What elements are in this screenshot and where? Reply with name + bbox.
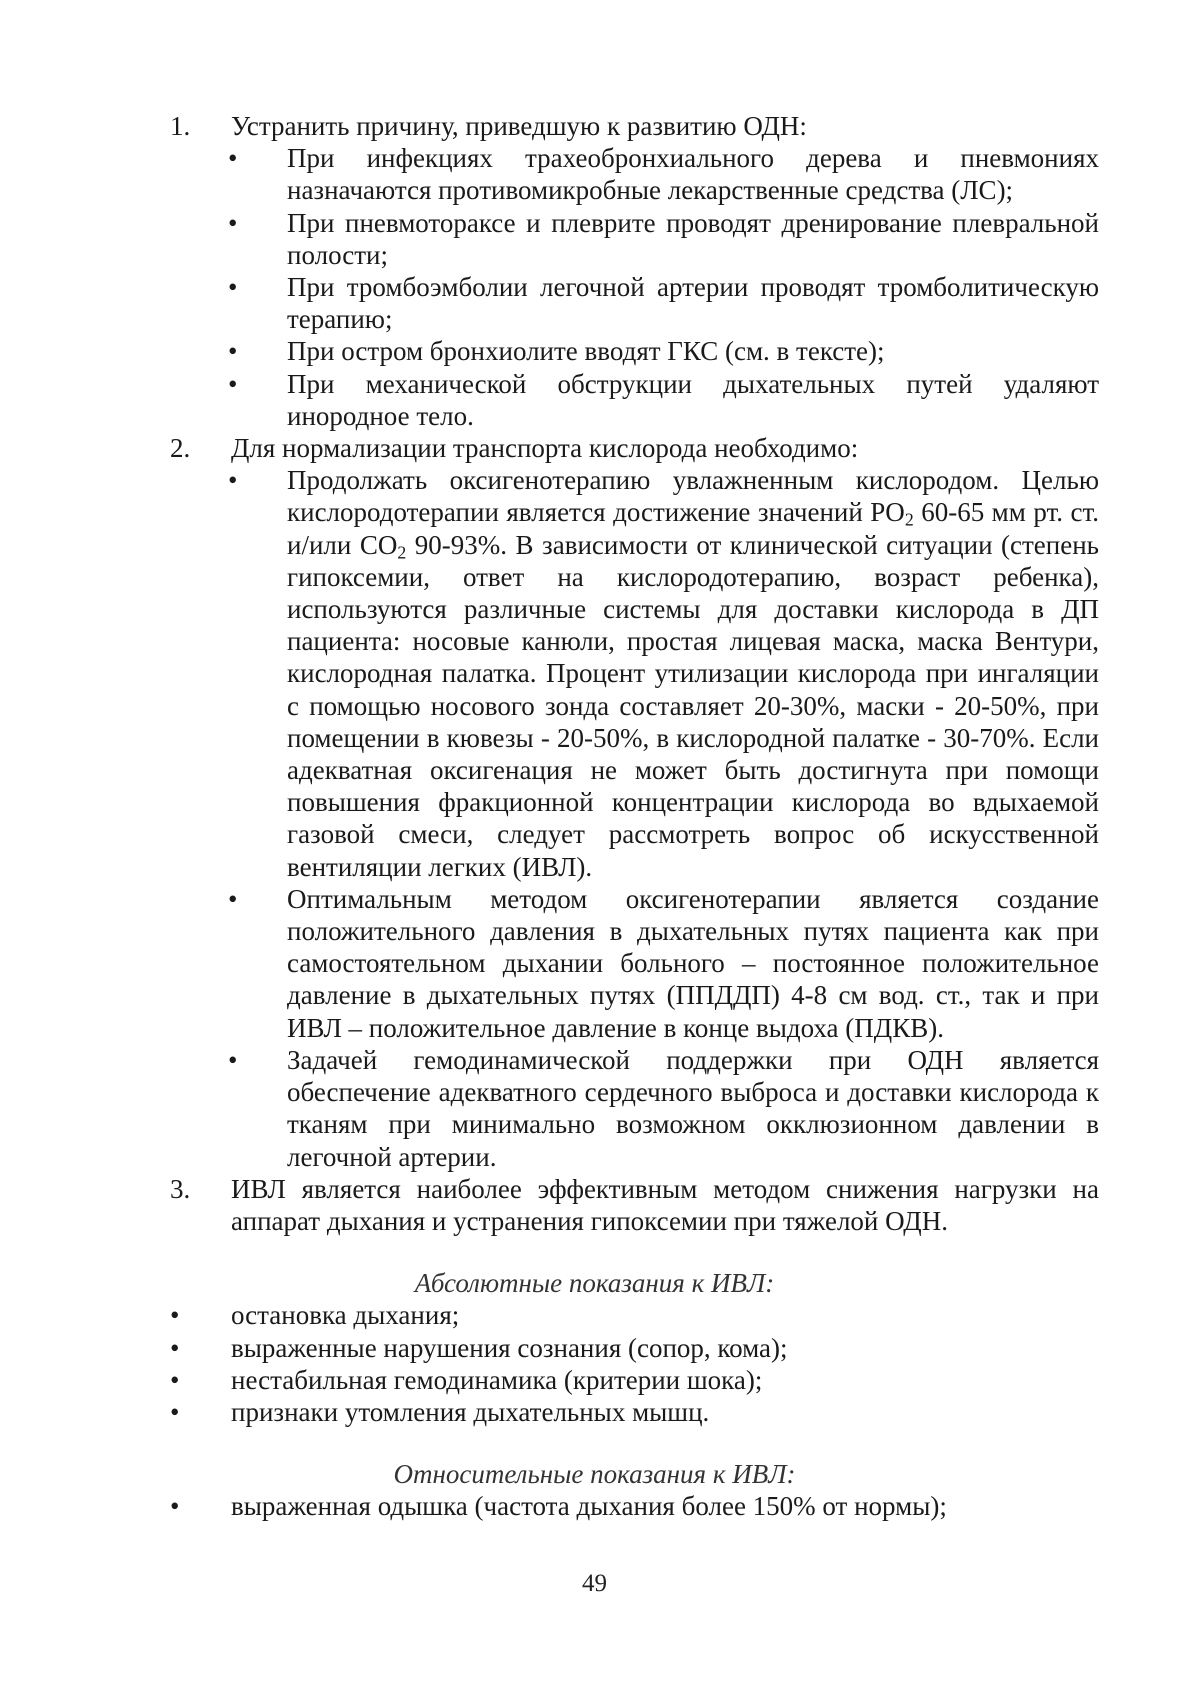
numbered-item-1	[0, 110, 1189, 432]
page-body	[0, 110, 1189, 1523]
list-item	[0, 883, 1099, 1044]
bullet-icon: •	[170, 1396, 180, 1427]
list-item-text	[287, 465, 1099, 881]
bullet-icon: •	[170, 1491, 180, 1522]
list-item	[0, 1332, 1189, 1364]
text-fragment: 60-65 мм рт. ст. и/или CO	[287, 497, 1099, 560]
section-heading-absolute: Абсолютные показания к ИВЛ:	[414, 1268, 775, 1299]
bullet-icon: •	[228, 207, 238, 238]
list-item-text: признаки утомления дыхательных мышц.	[231, 1396, 710, 1427]
bullet-icon: •	[170, 1300, 180, 1331]
text-fragment: Продолжать оксигенотерапию увлажненным кислородом. Целью кислородотерапии является достижение значений PO	[287, 465, 1099, 528]
absolute-indications-list	[0, 1299, 1189, 1428]
item-number: 3.	[170, 1173, 191, 1204]
item-text: ИВЛ является наиболее эффективным методом снижения нагрузки на аппарат дыхания и устранения гипоксемии при тяжелой ОДН.	[231, 1173, 1099, 1236]
list-item-text: При остром бронхиолите вводят ГКС (см. в тексте);	[287, 336, 885, 367]
list-item	[0, 1044, 1099, 1173]
list-item	[0, 207, 1099, 271]
relative-indications-list	[0, 1490, 1189, 1522]
item-number: 2.	[170, 433, 191, 464]
list-item-text: При тромбоэмболии легочной артерии проводят тромболитическую терапию;	[287, 272, 1099, 335]
list-item-text: Задачей гемодинамической поддержки при ОДН является обеспечение адекватного сердечного выброса и доставки кислорода к тканям при минимально возможном окклюзионном давлении в легочной артерии.	[287, 1044, 1099, 1172]
numbered-item-3	[0, 1173, 1189, 1237]
list-item-text: При пневмотораксе и плеврите проводят дренирование плевральной полости;	[287, 207, 1099, 270]
list-item	[0, 1490, 1189, 1522]
list-item-text: Оптимальным методом оксигенотерапии является создание положительного давления в дыхательных путях пациента как при самостоятельном дыхании больного – постоянное положительное давление в дыхательных путях (ППДДП) 4-8 см вод. ст., так и при ИВЛ – положительное давление в конце выдоха (ПДКВ).	[287, 883, 1099, 1043]
bullet-icon: •	[228, 465, 238, 496]
list-item-text: выраженные нарушения сознания (сопор, кома);	[231, 1332, 788, 1363]
subscript: 2	[904, 509, 914, 530]
list-item	[0, 1299, 1189, 1331]
page-number: 49	[582, 1570, 607, 1597]
text-fragment: 90-93%. В зависимости от клинической ситуации (степень гипоксемии, ответ на кислородотерапию, возраст ребенка), используются различные системы для доставки кислорода в ДП пациента: носовые канюли, простая лицевая маска, маска Вентури, кислородная палатка. Процент утилизации кислорода при ингаляции с помощью носового зонда составляет 20-30%, маски - 20-50%, при помещении в кювезы - 20-50%, в кислородной палатке - 30-70%. Если адекватная оксигенация не может быть достигнута при помощи повышения фракционной концентрации кислорода во вдыхаемой газовой смеси, следует рассмотреть вопрос об искусственной вентиляции легких (ИВЛ).	[287, 529, 1099, 882]
subscript: 2	[397, 542, 407, 563]
list-item	[0, 271, 1099, 335]
bullet-icon: •	[170, 1364, 180, 1395]
section-heading-relative: Относительные показания к ИВЛ:	[393, 1459, 796, 1490]
numbered-item-2	[0, 432, 1189, 1173]
item-text: Для нормализации транспорта кислорода необходимо:	[231, 433, 859, 464]
list-item	[0, 335, 1099, 367]
bullet-icon: •	[228, 336, 238, 367]
bullet-icon: •	[228, 1044, 238, 1075]
list-item-text: остановка дыхания;	[231, 1300, 460, 1331]
list-item-text: выраженная одышка (частота дыхания более 150% от нормы);	[231, 1491, 947, 1522]
bullet-icon: •	[228, 883, 238, 914]
list-item	[0, 368, 1099, 432]
list-item-text: При инфекциях трахеобронхиального дерева и пневмониях назначаются противомикробные лекарственные средства (ЛС);	[287, 143, 1099, 206]
bullet-icon: •	[228, 143, 238, 174]
bullet-icon: •	[228, 368, 238, 399]
list-item	[0, 1396, 1189, 1428]
list-item	[0, 1364, 1189, 1396]
bullet-icon: •	[170, 1332, 180, 1363]
sub-list	[228, 464, 1099, 1172]
bullet-icon: •	[228, 272, 238, 303]
list-item-text: нестабильная гемодинамика (критерии шока);	[231, 1364, 763, 1395]
item-text: Устранить причину, приведшую к развитию ОДН:	[231, 111, 807, 141]
list-item	[0, 142, 1099, 206]
list-item-text: При механической обструкции дыхательных путей удаляют инородное тело.	[287, 368, 1099, 431]
item-number: 1.	[170, 111, 191, 141]
list-item	[0, 464, 1099, 883]
sub-list	[228, 142, 1099, 432]
